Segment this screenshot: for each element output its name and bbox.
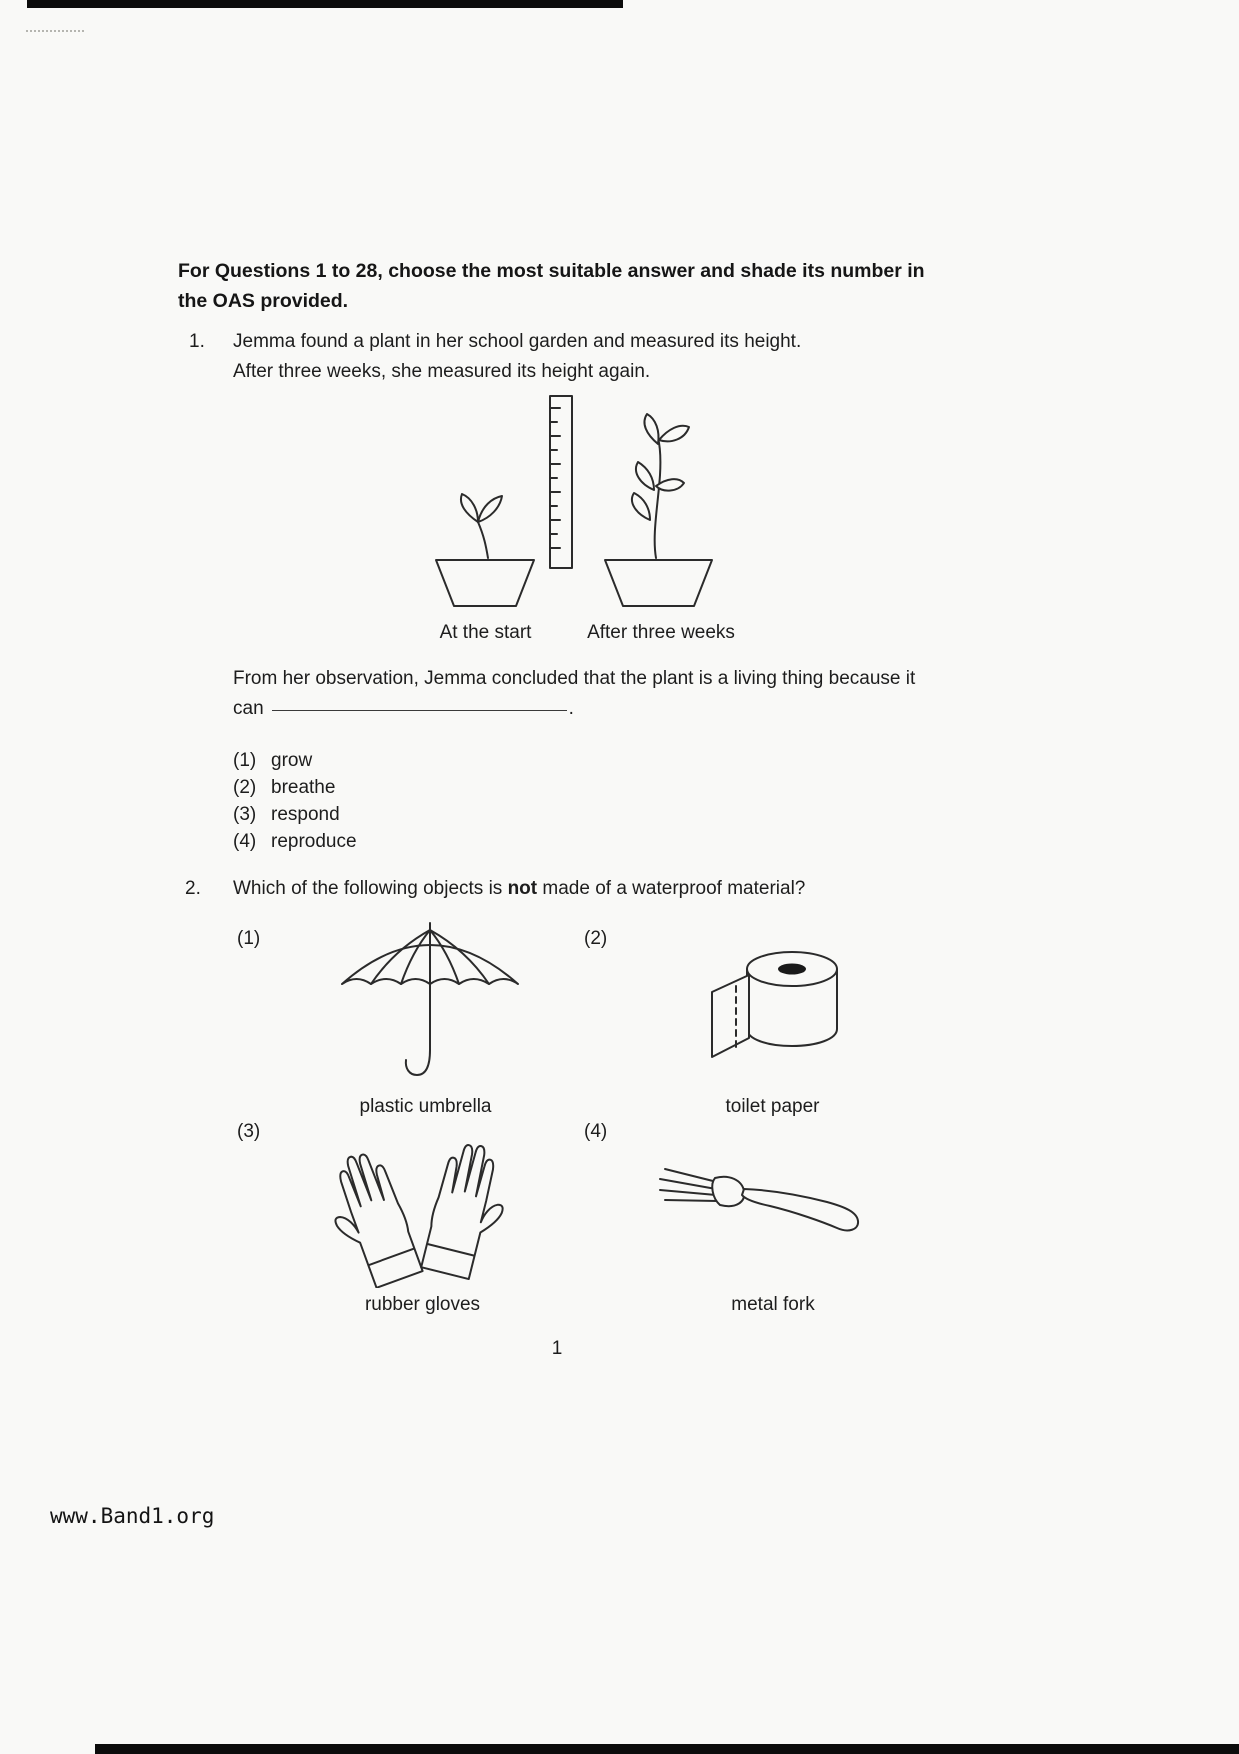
scan-bar-top bbox=[27, 0, 623, 8]
q1-option-4 bbox=[233, 828, 357, 855]
answer-blank-line bbox=[272, 709, 567, 711]
q1-option-4-text: reproduce bbox=[271, 831, 357, 852]
figure-caption-start: At the start bbox=[439, 622, 532, 643]
q2-option-4-caption: metal fork bbox=[731, 1294, 815, 1315]
instructions bbox=[178, 256, 978, 316]
q2-option-1-label: (1) bbox=[237, 928, 261, 949]
q1-text-line2: After three weeks, she measured its height again. bbox=[233, 361, 651, 382]
instructions-line2: the OAS provided. bbox=[178, 290, 349, 312]
q1-option-1 bbox=[233, 747, 357, 774]
q1-options bbox=[233, 747, 357, 855]
q1-number: 1. bbox=[189, 331, 205, 352]
q1-stem-prefix: can bbox=[233, 698, 264, 719]
q1-stem bbox=[233, 664, 953, 724]
q1-stem-line1: From her observation, Jemma concluded that the plant is a living thing because it bbox=[233, 668, 916, 689]
small-plant-in-pot-icon bbox=[436, 494, 534, 606]
q2-text-prefix: Which of the following objects is bbox=[233, 878, 508, 899]
q1-option-1-text: grow bbox=[271, 750, 313, 771]
large-plant-in-pot-icon bbox=[605, 414, 712, 606]
q2-number: 2. bbox=[185, 878, 201, 899]
q2-option-1-caption: plastic umbrella bbox=[359, 1096, 492, 1117]
q1-option-2-text: breathe bbox=[271, 777, 336, 798]
plant-growth-figure bbox=[400, 390, 745, 615]
q2-option-4-label: (4) bbox=[584, 1121, 608, 1142]
q2-text-suffix: made of a waterproof material? bbox=[537, 878, 806, 899]
q1-option-2-label: (2) bbox=[233, 777, 257, 798]
q1-text-line1: Jemma found a plant in her school garden and measured its height. bbox=[233, 331, 802, 352]
q1-option-3-text: respond bbox=[271, 804, 340, 825]
q1-text bbox=[233, 327, 893, 387]
q1-option-4-label: (4) bbox=[233, 831, 257, 852]
page-number: 1 bbox=[551, 1338, 563, 1359]
q1-stem-suffix: . bbox=[568, 698, 574, 719]
glove-left bbox=[330, 1146, 424, 1288]
q1-stem-line2 bbox=[233, 694, 953, 724]
q1-option-1-label: (1) bbox=[233, 750, 257, 771]
fork-icon bbox=[655, 1162, 875, 1252]
q2-option-3-caption: rubber gloves bbox=[364, 1294, 481, 1315]
umbrella-icon bbox=[330, 922, 530, 1094]
q2-text bbox=[233, 874, 973, 904]
q2-text-bold: not bbox=[507, 878, 538, 899]
q2-option-2-label: (2) bbox=[584, 928, 608, 949]
instructions-line1: For Questions 1 to 28, choose the most suitable answer and shade its number in bbox=[178, 260, 925, 282]
glove-right bbox=[420, 1139, 517, 1283]
q1-option-3 bbox=[233, 801, 357, 828]
toilet-paper-icon bbox=[692, 945, 852, 1070]
q1-option-2 bbox=[233, 774, 357, 801]
q2-option-3-label: (3) bbox=[237, 1121, 261, 1142]
scan-bar-bottom bbox=[95, 1744, 1239, 1754]
pencil-mark bbox=[26, 30, 84, 32]
figure-caption-three-weeks: After three weeks bbox=[587, 622, 735, 643]
q2-option-2-caption: toilet paper bbox=[725, 1096, 820, 1117]
footer-url: www.Band1.org bbox=[50, 1504, 215, 1528]
q1-option-3-label: (3) bbox=[233, 804, 257, 825]
rubber-gloves-icon bbox=[330, 1128, 520, 1288]
ruler-icon bbox=[550, 396, 572, 568]
